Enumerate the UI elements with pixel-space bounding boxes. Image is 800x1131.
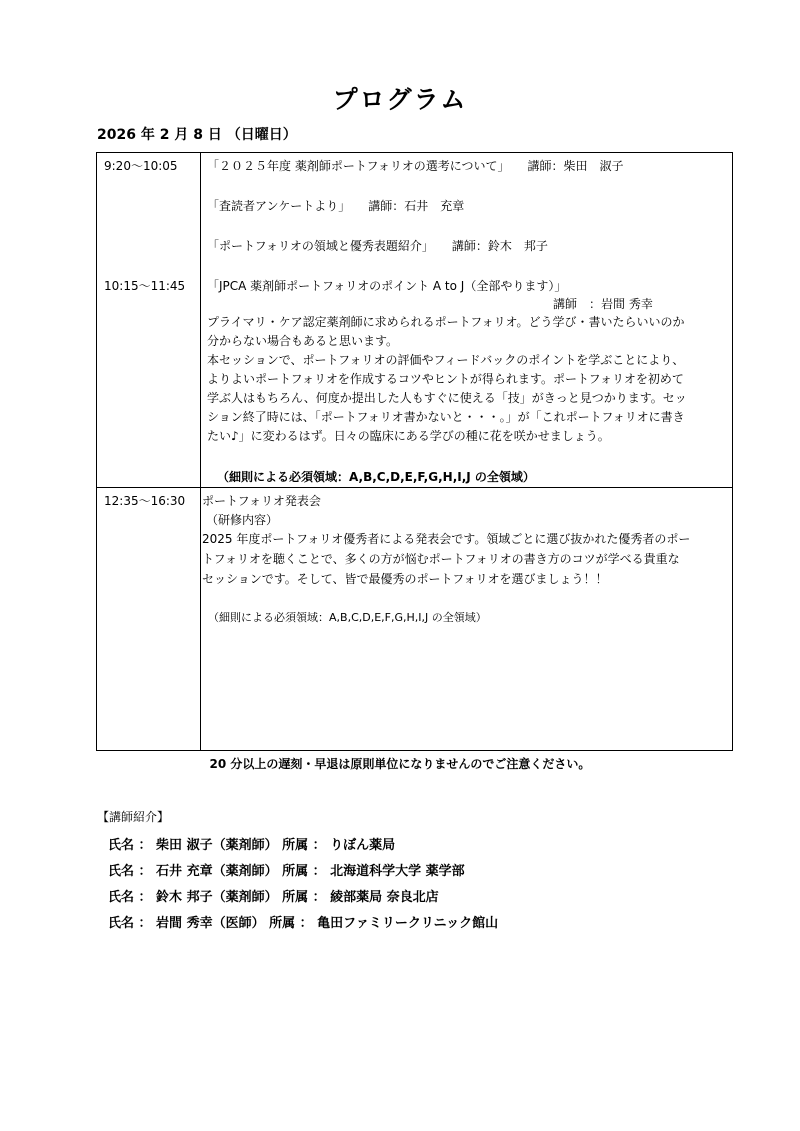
content-cell (201, 488, 733, 751)
session-body-line: プライマリ・ケア認定薬剤師に求められるポートフォリオ。どう学び・書いたらいいのか (207, 315, 685, 329)
session-time: 10:15～11:45 (104, 279, 186, 293)
session-body-line: ション終了時には、「ポートフォリオ書かないと・・・。」が「これポートフォリオに書き (207, 410, 685, 424)
session-domain: （細則による必須領域：A,B,C,D,E,F,G,H,I,J の全領域） (208, 611, 487, 624)
session-body-line: たい♪」に変わるはず。日々の臨床にある学びの種に花を咲かせましょう。 (207, 429, 610, 443)
session-body-line: トフォリオを聴くことで、多くの方が悩むポートフォリオの書き方のコツが学べる貴重な (202, 552, 680, 566)
lecturer-entry: 氏名 ： 石井 充章（薬剤師） 所属 ： 北海道科学大学 薬学部 (108, 864, 465, 879)
lecturer-entry: 氏名 ： 鈴木 邦子（薬剤師） 所属 ： 綾部薬局 奈良北店 (108, 890, 439, 905)
session-body-line: よりよいポートフォリオを作成するコツやヒントが得られます。ポートフォリオを初めて (207, 372, 684, 386)
time-cell (97, 153, 201, 488)
session-line: 「査読者アンケートより」 講師：石井 充章 (207, 199, 465, 213)
session-body-line: 2025 年度ポートフォリオ優秀者による発表会です。領域ごとに選び抜かれた優秀者のポー (202, 532, 691, 546)
time-cell (97, 488, 201, 751)
session-domain: （細則による必須領域：A,B,C,D,E,F,G,H,I,J の全領域） (217, 470, 535, 484)
page-title: プログラム (332, 85, 468, 114)
session-subheading: （研修内容） (206, 513, 279, 527)
session-time: 12:35～16:30 (104, 494, 186, 508)
session-time: 9:20～10:05 (104, 159, 178, 173)
lecturer-intro-heading: 【講師紹介】 (97, 810, 170, 824)
session-body-line: 分からない場合もあると思います。 (207, 334, 399, 348)
content-cell (201, 153, 733, 488)
table-row (97, 488, 733, 751)
session-heading: ポートフォリオ発表会 (202, 494, 321, 508)
session-body-line: セッションです。そして、皆で最優秀のポートフォリオを選びましょう！！ (202, 572, 608, 586)
session-line: 「ポートフォリオの領域と優秀表題紹介」 講師：鈴木 邦子 (207, 239, 548, 253)
lecturer-entry: 氏名 ： 柴田 淑子（薬剤師） 所属 ： りぼん薬局 (108, 838, 396, 853)
session-body-line: 本セッションで、ポートフォリオの評価やフィードバックのポイントを学ぶことにより、 (207, 353, 685, 367)
session-heading: 「JPCA 薬剤師ポートフォリオのポイント A to J（全部やります）」 (207, 279, 567, 293)
session-lecturer: 講師 ：岩間 秀幸 (553, 297, 653, 311)
session-line: 「２０２５年度 薬剤師ポートフォリオの選考について」 講師：柴田 淑子 (207, 159, 624, 173)
lecturer-entry: 氏名 ： 岩間 秀幸（医師） 所属 ： 亀田ファミリークリニック館山 (108, 916, 499, 931)
table-row (97, 153, 733, 488)
session-body-line: 学ぶ人はもちろん、何度か提出した人もすぐに使える「技」がきっと見つかります。セッ (207, 391, 687, 405)
attendance-notice: 20 分以上の遅刻・早退は原則単位になりませんのでご注意ください。 (209, 757, 591, 771)
program-table (96, 152, 733, 751)
event-date: 2026 年 2 月 8 日 （日曜日） (97, 127, 297, 143)
